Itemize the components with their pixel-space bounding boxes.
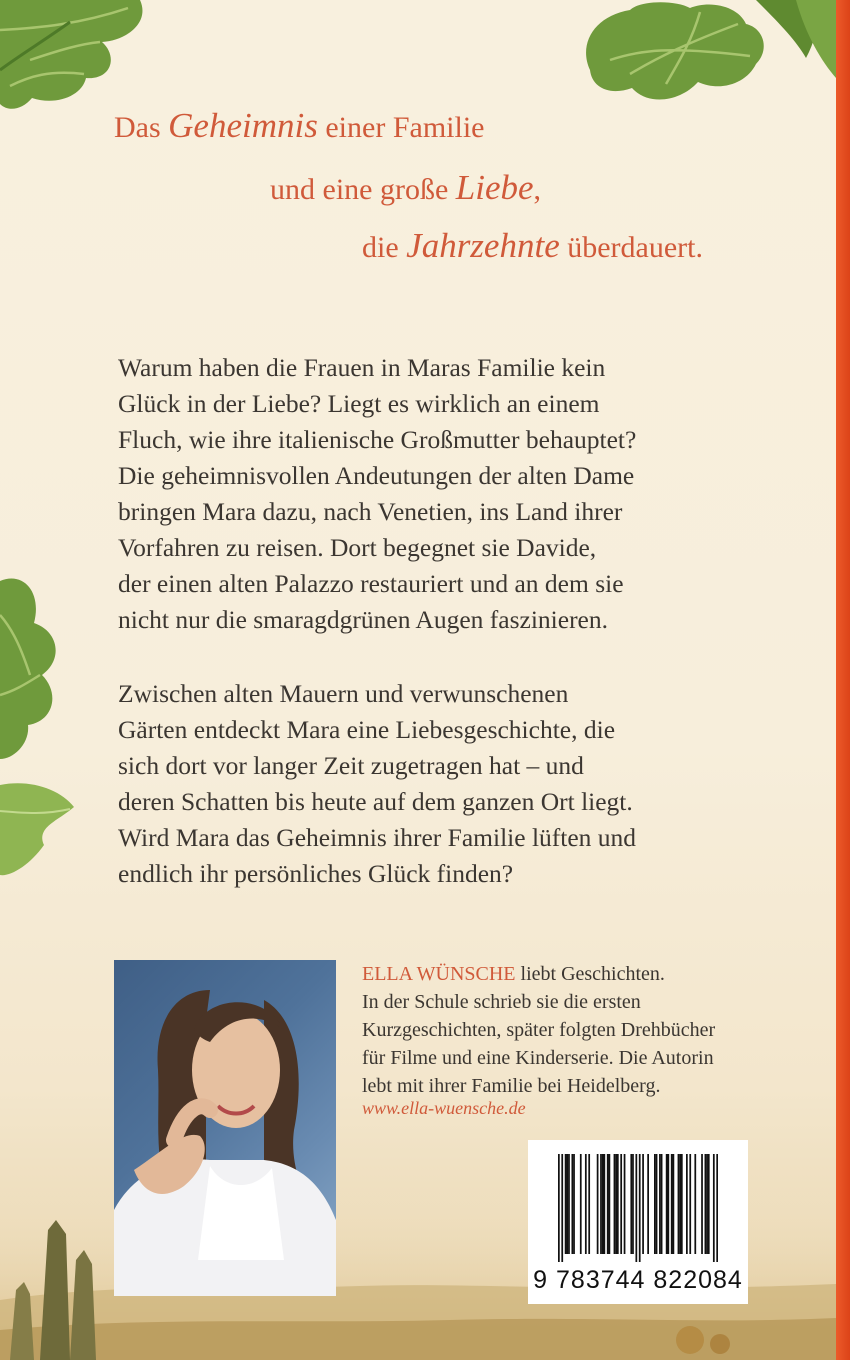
barcode-bar [679,1154,681,1254]
barcode-bar [607,1154,609,1254]
description-line: endlich ihr persönliches Glück finden? [118,859,514,888]
barcode-bar [689,1154,691,1254]
tagline-line-3 [362,226,703,266]
barcode-bar [647,1154,649,1254]
tagline-emphasis: Liebe [455,168,534,207]
barcode-bar [573,1154,575,1254]
description-line: Gärten entdeckt Mara eine Liebesgeschichte, die [118,715,616,744]
barcode-bar [686,1154,688,1254]
fig-leaf-left-image [0,575,80,905]
barcode-bar [609,1154,611,1254]
barcode-bar [565,1154,567,1254]
description-paragraph-1 [118,350,636,638]
spine-strip [836,0,850,1360]
tagline-emphasis: Jahrzehnte [406,226,560,265]
tagline-text: die [362,231,407,264]
author-photo-image [114,960,336,1296]
tagline [0,0,836,300]
author-bio [362,960,715,1100]
barcode-bar [561,1154,563,1262]
barcode-bar [654,1154,656,1254]
description-line: Zwischen alten Mauern und verwunschenen [118,679,569,708]
author-name: ELLA WÜNSCHE [362,963,516,985]
barcode-bar [558,1154,560,1262]
description-line: nicht nur die smaragdgrünen Augen faszinieren. [118,605,609,634]
barcode-bar [694,1154,696,1254]
author-bio-text: liebt Geschichten. [515,963,665,985]
tagline-line-1 [114,106,484,146]
barcode-bar [661,1154,663,1254]
author-bio-line: für Filme und eine Kinderserie. Die Autorin [362,1047,714,1069]
barcode-bar [678,1154,680,1254]
barcode-bar [571,1154,573,1254]
description-line: sich dort vor langer Zeit zugetragen hat – und [118,751,584,780]
tagline-text: überdauert. [559,231,703,264]
description-line: der einen alten Palazzo restauriert und an dem sie [118,569,624,598]
barcode-bar [568,1154,570,1254]
tagline-line-2 [270,168,541,208]
barcode-bar [681,1154,683,1254]
description-line: Wird Mara das Geheimnis ihrer Familie lüften und [118,823,637,852]
barcode [528,1140,748,1304]
description-line: Die geheimnisvollen Andeutungen der alten Dame [118,461,635,490]
barcode-bar [600,1154,602,1254]
barcode-bar [630,1154,632,1254]
author-bio-line: lebt mit ihrer Familie bei Heidelberg. [362,1075,661,1097]
barcode-bar [708,1154,710,1254]
barcode-bar [659,1154,661,1254]
barcode-bar [642,1154,644,1254]
description-line: Vorfahren zu reisen. Dort begegnet sie Davide, [118,533,597,562]
description-line: Fluch, wie ihre italienische Großmutter behauptet? [118,425,637,454]
barcode-bar [620,1154,622,1254]
barcode-bar [585,1154,587,1254]
barcode-bar [716,1154,718,1262]
barcode-bar [632,1154,634,1254]
description-line: bringen Mara dazu, nach Venetien, ins Land ihrer [118,497,623,526]
barcode-bar [624,1154,626,1254]
tagline-text: Das [114,111,169,144]
tagline-text: und eine große [270,173,456,206]
barcode-bar [603,1154,605,1254]
barcode-number: 9 783744 822084 [533,1266,743,1294]
barcode-bar [615,1154,617,1254]
barcode-bar [602,1154,604,1254]
barcode-bar [656,1154,658,1254]
barcode-bar [713,1154,715,1262]
barcode-bar [666,1154,668,1254]
barcode-bar [635,1154,637,1262]
tagline-emphasis: Geheimnis [168,106,318,145]
description-line: Warum haben die Frauen in Maras Familie kein [118,353,606,382]
barcode-bar [639,1154,641,1262]
author-website-link[interactable]: www.ella-wuensche.de [362,1098,526,1118]
barcode-bar [588,1154,590,1254]
barcode-bar [667,1154,669,1254]
description-line: Glück in der Liebe? Liegt es wirklich an einem [118,389,600,418]
author-bio-line: Kurzgeschichten, später folgten Drehbücher [362,1019,716,1041]
description-line: deren Schatten bis heute auf dem ganzen Ort liegt. [118,787,633,816]
barcode-bar [566,1154,568,1254]
tagline-text: einer Familie [317,111,485,144]
barcode-bar [706,1154,708,1254]
author-bio-first-line [362,960,715,988]
barcode-bar [580,1154,582,1254]
barcode-bar [614,1154,616,1254]
barcode-bar [597,1154,599,1254]
barcode-bar [617,1154,619,1254]
barcode-bars [558,1154,718,1262]
barcode-bar [673,1154,675,1254]
author-bio-line: In der Schule schrieb sie die ersten [362,991,641,1013]
description-paragraph-2 [118,676,636,892]
barcode-bar [705,1154,707,1254]
barcode-bar [671,1154,673,1254]
tagline-text: , [533,173,542,206]
barcode-bar [701,1154,703,1254]
